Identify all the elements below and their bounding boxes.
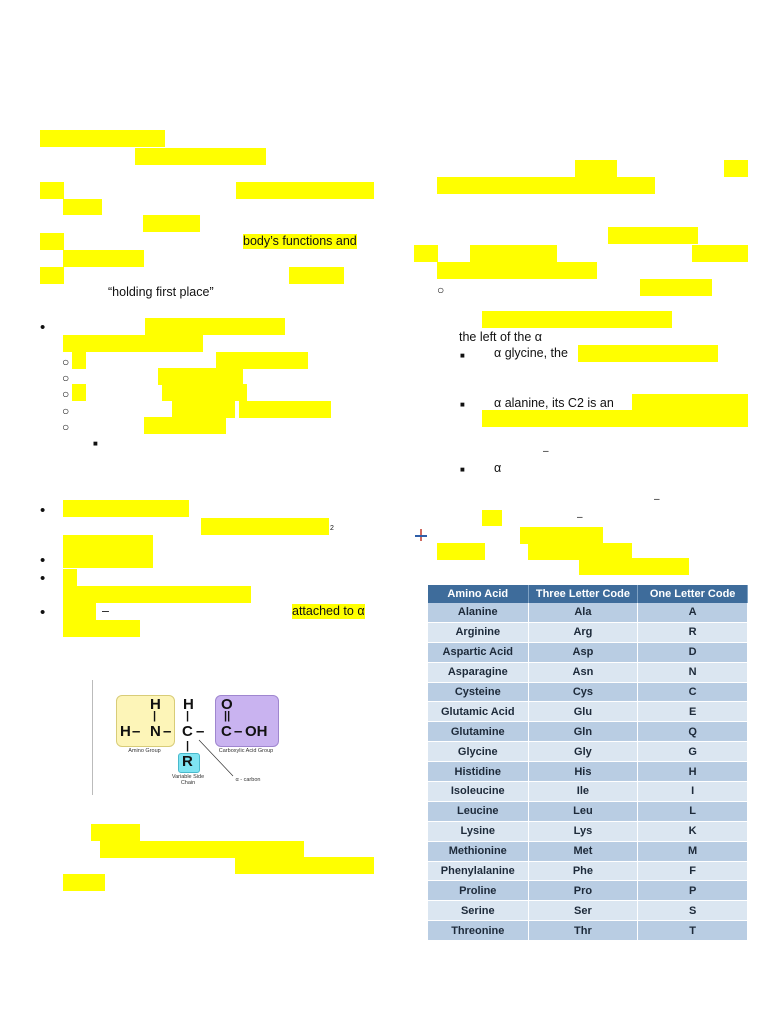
redaction-block [40, 130, 165, 147]
circle-bullet-icon: ○ [62, 355, 70, 369]
table-row [428, 622, 748, 642]
dash-text: – [543, 446, 549, 457]
one-letter-code-cell: F [638, 861, 748, 881]
atom-label: C [221, 723, 232, 740]
three-letter-code-cell: Cys [528, 682, 638, 702]
three-letter-code-cell: Ile [528, 782, 638, 802]
amino-acid-name-cell: Glutamine [428, 722, 528, 742]
one-letter-code-cell: N [638, 662, 748, 682]
redaction-block [437, 177, 655, 194]
amino-acid-name-cell: Lysine [428, 821, 528, 841]
amino-acid-name-cell: Isoleucine [428, 782, 528, 802]
one-letter-code-cell: S [638, 901, 748, 921]
three-letter-code-cell: Lys [528, 821, 638, 841]
redaction-block [91, 824, 140, 841]
amino-acid-name-cell: Threonine [428, 921, 528, 941]
circle-bullet-icon: ○ [62, 371, 70, 385]
amino-acid-table [428, 585, 748, 941]
three-letter-code-cell: Met [528, 841, 638, 861]
table-row [428, 742, 748, 762]
redaction-block [578, 345, 718, 362]
attached-alpha-text: attached to α [292, 604, 365, 618]
alpha-carbon-arrow [93, 680, 293, 795]
redaction-block [172, 401, 235, 418]
alanine-text: α alanine, its C2 is an [494, 396, 614, 410]
table-row [428, 762, 748, 782]
table-row [428, 861, 748, 881]
redaction-block [63, 569, 77, 586]
one-letter-code-cell: D [638, 642, 748, 662]
table-row [428, 921, 748, 941]
amino-acid-name-cell: Glutamic Acid [428, 702, 528, 722]
amino-acid-name-cell: Alanine [428, 603, 528, 622]
bond-line: – [234, 723, 243, 740]
amino-acid-name-cell: Leucine [428, 801, 528, 821]
one-letter-code-cell: I [638, 782, 748, 802]
redaction-block [724, 160, 748, 177]
table-row [428, 642, 748, 662]
amino-acid-name-cell: Cysteine [428, 682, 528, 702]
redaction-block [235, 857, 374, 874]
square-bullet-icon: ■ [460, 465, 465, 474]
bond-line: – [132, 723, 141, 740]
three-letter-code-cell: His [528, 762, 638, 782]
redaction-block [63, 250, 144, 267]
redaction-block [632, 394, 748, 411]
redaction-block [63, 874, 105, 891]
subscript-2: 2 [330, 525, 334, 532]
one-letter-code-cell: E [638, 702, 748, 722]
dash-text: – [102, 604, 109, 618]
header-amino-acid: Amino Acid [428, 585, 528, 603]
table-row [428, 682, 748, 702]
redaction-block [482, 311, 672, 328]
table-row [428, 901, 748, 921]
circle-bullet-icon: ○ [62, 404, 70, 418]
one-letter-code-cell: P [638, 881, 748, 901]
table-row [428, 801, 748, 821]
redaction-block [482, 510, 502, 526]
redaction-block [135, 148, 266, 165]
bond-line: – [163, 723, 172, 740]
one-letter-code-cell: Q [638, 722, 748, 742]
one-letter-code-cell: K [638, 821, 748, 841]
one-letter-code-cell: G [638, 742, 748, 762]
double-bond: || [224, 710, 231, 722]
square-bullet-icon: ■ [460, 351, 465, 360]
redaction-block [640, 279, 712, 296]
amino-acid-name-cell: Serine [428, 901, 528, 921]
table-header-row [428, 585, 748, 603]
three-letter-code-cell: Glu [528, 702, 638, 722]
alpha-text: α [494, 461, 502, 475]
three-letter-code-cell: Asp [528, 642, 638, 662]
amino-acid-name-cell: Asparagine [428, 662, 528, 682]
atom-label: N [150, 723, 161, 740]
amino-acid-name-cell: Glycine [428, 742, 528, 762]
three-letter-code-cell: Leu [528, 801, 638, 821]
atom-label: O [221, 696, 233, 713]
amino-acid-name-cell: Phenylalanine [428, 861, 528, 881]
circle-bullet-icon: ○ [437, 283, 445, 297]
redaction-block [100, 841, 304, 858]
square-bullet-icon: ■ [93, 439, 98, 448]
amino-acid-name-cell: Proline [428, 881, 528, 901]
redaction-block [40, 182, 64, 199]
redaction-block [216, 352, 308, 369]
redaction-block [575, 160, 617, 177]
table-row [428, 782, 748, 802]
table-row [428, 603, 748, 622]
one-letter-code-cell: A [638, 603, 748, 622]
bond-line: | [153, 710, 157, 722]
atom-label: OH [245, 723, 268, 740]
amino-acid-name-cell: Arginine [428, 622, 528, 642]
redaction-block [437, 543, 485, 560]
one-letter-code-cell: T [638, 921, 748, 941]
three-letter-code-cell: Pro [528, 881, 638, 901]
redaction-block [63, 500, 189, 517]
alpha-carbon-label: α - carbon [235, 777, 261, 783]
table-row [428, 821, 748, 841]
move-handle-icon[interactable] [414, 528, 428, 542]
amino-acid-structure-diagram [92, 680, 293, 795]
bullet-icon: • [40, 502, 46, 519]
redaction-block [437, 262, 597, 279]
one-letter-code-cell: L [638, 801, 748, 821]
redaction-block [63, 335, 203, 352]
three-letter-code-cell: Gln [528, 722, 638, 742]
one-letter-code-cell: R [638, 622, 748, 642]
redaction-block [414, 245, 438, 262]
three-letter-code-cell: Ala [528, 603, 638, 622]
redaction-block [143, 215, 200, 232]
redaction-block [692, 245, 748, 262]
header-three-letter-code: Three Letter Code [528, 585, 638, 603]
redaction-block [144, 417, 226, 434]
body-functions-text: body’s functions and [243, 234, 357, 248]
carboxyl-group-label: Carboxylic Acid Group [218, 748, 274, 754]
three-letter-code-cell: Asn [528, 662, 638, 682]
bullet-icon: • [40, 604, 46, 621]
table-row [428, 662, 748, 682]
three-letter-code-cell: Ser [528, 901, 638, 921]
side-chain-label: Variable Side Chain [171, 774, 205, 786]
redaction-block [63, 551, 153, 568]
redaction-block [63, 620, 140, 637]
atom-label: H [120, 723, 131, 740]
atom-label: H [183, 696, 194, 713]
redaction-block [145, 318, 285, 335]
bond-line: – [196, 723, 205, 740]
redaction-block [40, 267, 64, 284]
redaction-block [236, 182, 374, 199]
dash-text: – [654, 494, 660, 505]
three-letter-code-cell: Gly [528, 742, 638, 762]
redaction-block [482, 410, 748, 427]
three-letter-code-cell: Phe [528, 861, 638, 881]
atom-label: C [182, 723, 193, 740]
atom-label: R [182, 753, 193, 770]
holding-first-text: “holding first place” [108, 285, 214, 299]
amino-acid-table-container [428, 585, 748, 937]
redaction-block [520, 527, 603, 544]
bond-line: | [186, 710, 190, 722]
three-letter-code-cell: Thr [528, 921, 638, 941]
dash-text: – [577, 512, 583, 523]
redaction-block [72, 384, 86, 401]
table-row [428, 841, 748, 861]
amino-acid-name-cell: Methionine [428, 841, 528, 861]
redaction-block [608, 227, 698, 244]
redaction-block [239, 401, 331, 418]
header-one-letter-code: One Letter Code [638, 585, 748, 603]
one-letter-code-cell: C [638, 682, 748, 702]
amino-group-label: Amino Group [128, 748, 161, 754]
glycine-text: α glycine, the [494, 346, 568, 360]
redaction-block [63, 586, 251, 603]
amino-acid-name-cell: Aspartic Acid [428, 642, 528, 662]
redaction-block [162, 384, 247, 401]
redaction-block [63, 199, 102, 215]
table-row [428, 702, 748, 722]
redaction-block [63, 535, 153, 552]
table-row [428, 881, 748, 901]
redaction-block [201, 518, 329, 535]
table-row [428, 722, 748, 742]
redaction-block [72, 352, 86, 369]
bond-line: | [186, 740, 190, 752]
redaction-block [63, 603, 96, 620]
three-letter-code-cell: Arg [528, 622, 638, 642]
bullet-icon: • [40, 319, 46, 336]
amino-acid-name-cell: Histidine [428, 762, 528, 782]
one-letter-code-cell: H [638, 762, 748, 782]
redaction-block [579, 558, 689, 575]
atom-label: H [150, 696, 161, 713]
bullet-icon: • [40, 570, 46, 587]
circle-bullet-icon: ○ [62, 420, 70, 434]
square-bullet-icon: ■ [460, 400, 465, 409]
left-of-alpha-text: the left of the α [459, 330, 542, 344]
redaction-block [158, 368, 243, 385]
circle-bullet-icon: ○ [62, 387, 70, 401]
table-body [428, 603, 748, 941]
one-letter-code-cell: M [638, 841, 748, 861]
redaction-block [289, 267, 344, 284]
bullet-icon: • [40, 552, 46, 569]
redaction-block [470, 245, 557, 262]
redaction-block [40, 233, 64, 250]
